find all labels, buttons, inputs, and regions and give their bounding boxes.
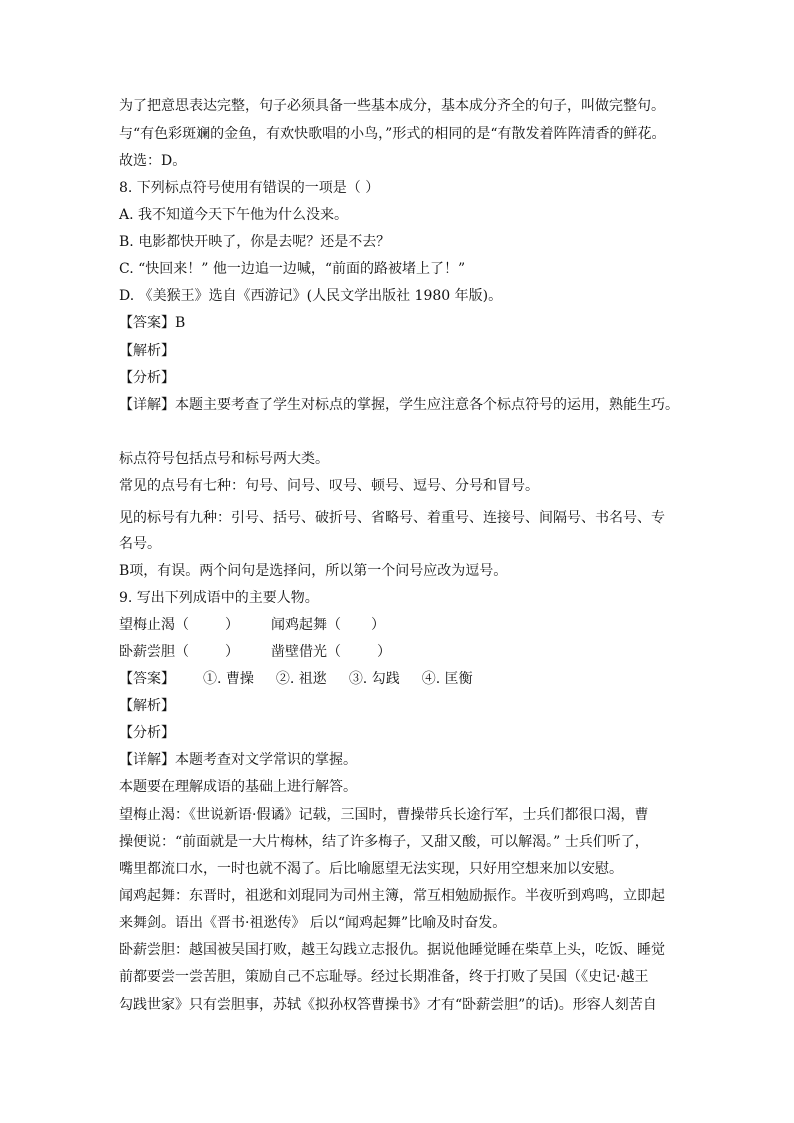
text-line: 标点符号包括点号和标号两大类。 <box>119 451 329 467</box>
text-line: 来舞剑。语出《晋书·祖逖传》 后以“闻鸡起舞”比喻及时奋发。 <box>119 915 507 931</box>
option-d: D. 《美猴王》选自《西游记》(人民文学出版社 1980 年版)。 <box>119 288 503 304</box>
answer-label: 【答案】 <box>119 671 175 687</box>
text-line: 故选：D。 <box>119 153 187 169</box>
text-line: 闻鸡起舞：东晋时，祖逖和刘琨同为司州主簿，常互相勉励振作。半夜听到鸡鸣，立即起 <box>119 888 665 904</box>
answer-item: ④. 匡衡 <box>421 671 473 687</box>
answer-item: ②. 祖逖 <box>275 671 327 687</box>
question-9-stem: 9. 写出下列成语中的主要人物。 <box>119 590 319 606</box>
text-line: 操便说：“前面就是一大片梅林，结了许多梅子，又甜又酸，可以解渴。” 士兵们听了， <box>119 834 649 850</box>
idiom-blank: 凿壁借光（ <box>271 644 341 660</box>
analysis-label: 【解析】 <box>119 343 175 359</box>
fenxi-label: 【分析】 <box>119 370 175 386</box>
detail-text: 【详解】本题主要考查了学生对标点的掌握，学生应注意各个标点符号的运用，熟能生巧。 <box>119 397 679 413</box>
idiom-blank: 闻鸡起舞（ <box>271 617 341 633</box>
text-line: 见的标号有九种：引号、括号、破折号、省略号、着重号、连接号、间隔号、书名号、专 <box>119 510 665 526</box>
option-a: A. 我不知道今天下午他为什么没来。 <box>119 207 349 223</box>
text-line: 前都要尝一尝苦胆，策励自己不忘耻辱。经过长期准备，终于打败了吴国（《史记·越王 <box>119 969 649 985</box>
text-line: 与“有色彩斑斓的金鱼，有欢快歌唱的小鸟，”形式的相同的是“有散发着阵阵清香的鲜花。 <box>119 126 666 142</box>
option-b: B. 电影都快开映了，你是去呢？还是不去？ <box>119 234 391 250</box>
idiom-blank: 望梅止渴（ <box>119 617 189 633</box>
text-line: B项，有误。两个问句是选择问，所以第一个问号应改为逗号。 <box>119 563 508 579</box>
blank-row-1: 望梅止渴（ ） 闻鸡起舞（ ） <box>119 617 385 633</box>
text-line: 名号。 <box>119 536 161 552</box>
text-line: 卧薪尝胆：越国被吴国打败，越王勾践立志报仇。据说他睡觉睡在柴草上头，吃饭、睡觉 <box>119 942 665 958</box>
answer-item: ①. 曹操 <box>203 671 254 687</box>
text-line: 本题要在理解成语的基础上进行解答。 <box>119 779 357 795</box>
text-line: 为了把意思表达完整，句子必须具备一些基本成分，基本成分齐全的句子，叫做完整句。 <box>119 98 665 114</box>
blank-row-2: 卧薪尝胆（ ） 凿壁借光（ ） <box>119 644 391 660</box>
text-line: 勾践世家》只有尝胆事，苏轼《拟孙权答曹操书》才有“卧薪尝胆”的话)。形容人刻苦自 <box>119 997 657 1013</box>
analysis-label: 【解析】 <box>119 698 175 714</box>
text-line: 常见的点号有七种：句号、问号、叹号、顿号、逗号、分号和冒号。 <box>119 478 539 494</box>
answer-row-9 <box>119 670 473 688</box>
answer-item: ③. 勾践 <box>348 671 400 687</box>
text-line: 嘴里都流口水，一时也就不渴了。后比喻愿望无法实现，只好用空想来加以安慰。 <box>119 861 623 877</box>
detail-text: 【详解】本题考查对文学常识的掌握。 <box>119 752 357 768</box>
text-line: 望梅止渴：《世说新语·假谲》记载，三国时，曹操带兵长途行军，士兵们都很口渴，曹 <box>119 807 649 823</box>
answer-label: 【答案】B <box>119 315 186 331</box>
option-c: C. “快回来！” 他一边追一边喊，“前面的路被堵上了！” <box>119 261 466 277</box>
idiom-blank: 卧薪尝胆（ <box>119 644 189 660</box>
question-8-stem: 8. 下列标点符号使用有错误的一项是（ ） <box>119 180 380 196</box>
fenxi-label: 【分析】 <box>119 725 175 741</box>
